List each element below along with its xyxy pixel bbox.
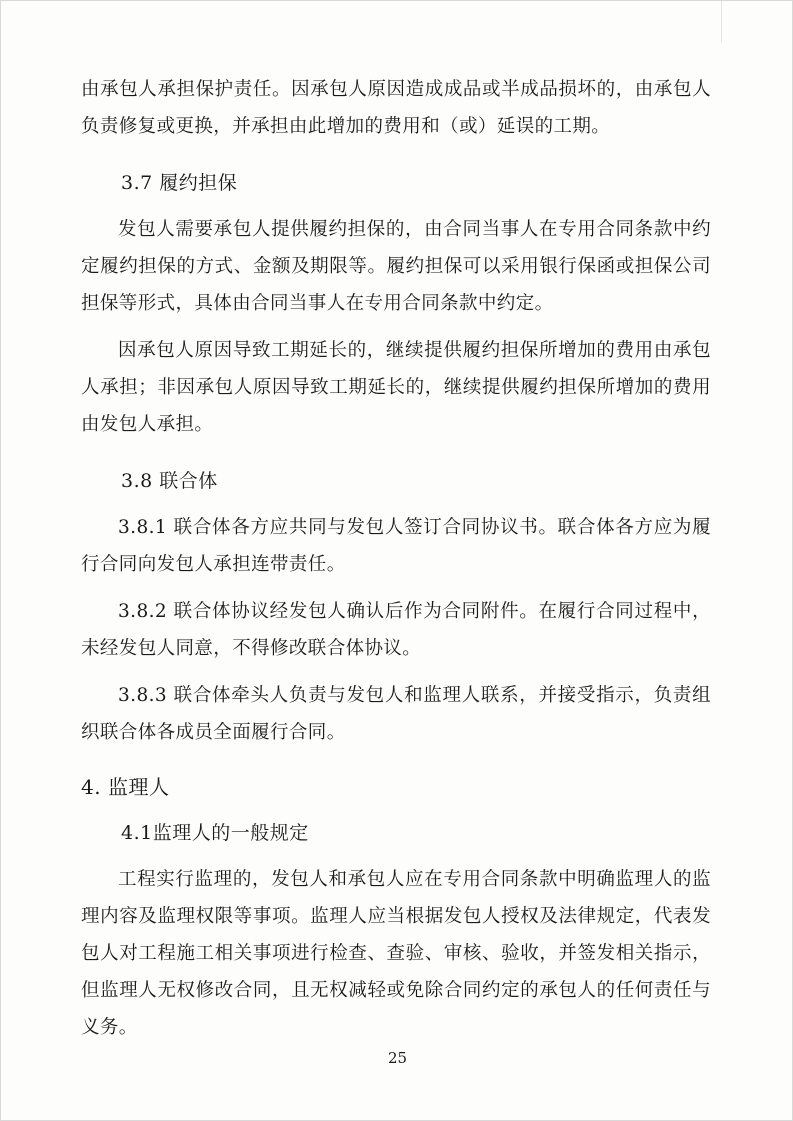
heading-4: 4. 监理人 [81,775,170,799]
page-number: 25 [387,1049,408,1067]
paragraph-supervisor-general: 工程实行监理的，发包人和承包人应在专用合同条款中明确监理人的监理内容及监理权限等事项。监理人应当根据发包人授权及法律规定，代表发包人对工程施工相关事项进行检查、查验、审核、验收，并签发相关指示，但监理人无权修改合同，且无权减轻或免除合同约定的承包人的任何责任与义务。 [81,869,711,1038]
paragraph-performance-guarantee: 发包人需要承包人提供履约担保的，由合同当事人在专用合同条款中约定履约担保的方式、金额及期限等。履约担保可以采用银行保函或担保公司担保等形式，具体由合同当事人在专用合同条款中约定。 [81,219,711,314]
paragraph-3-8-1: 3.8.1 联合体各方应共同与发包人签订合同协议书。联合体各方应为履行合同向发包人承担连带责任。 [81,517,711,575]
paragraph-3-8-2: 3.8.2 联合体协议经发包人确认后作为合同附件。在履行合同过程中，未经发包人同意，不得修改联合体协议。 [81,601,711,659]
paragraph-3-8-3: 3.8.3 联合体牵头人负责与发包人和监理人联系，并接受指示，负责组织联合体各成员全面履行合同。 [81,685,711,743]
paragraph-guarantee-extension-cost: 因承包人原因导致工期延长的，继续提供履约担保所增加的费用由承包人承担；非因承包人原因导致工期延长的，继续提供履约担保所增加的费用由发包人承担。 [81,340,711,435]
paragraph-protection-responsibility: 由承包人承担保护责任。因承包人原因造成成品或半成品损坏的，由承包人负责修复或更换，并承担由此增加的费用和（或）延误的工期。 [81,79,711,137]
document-body [81,71,711,1046]
heading-4-1: 4.1监理人的一般规定 [121,822,309,844]
heading-3-7: 3.7 履约担保 [121,172,238,194]
page-edge-line [721,1,722,43]
heading-3-8: 3.8 联合体 [121,470,218,492]
